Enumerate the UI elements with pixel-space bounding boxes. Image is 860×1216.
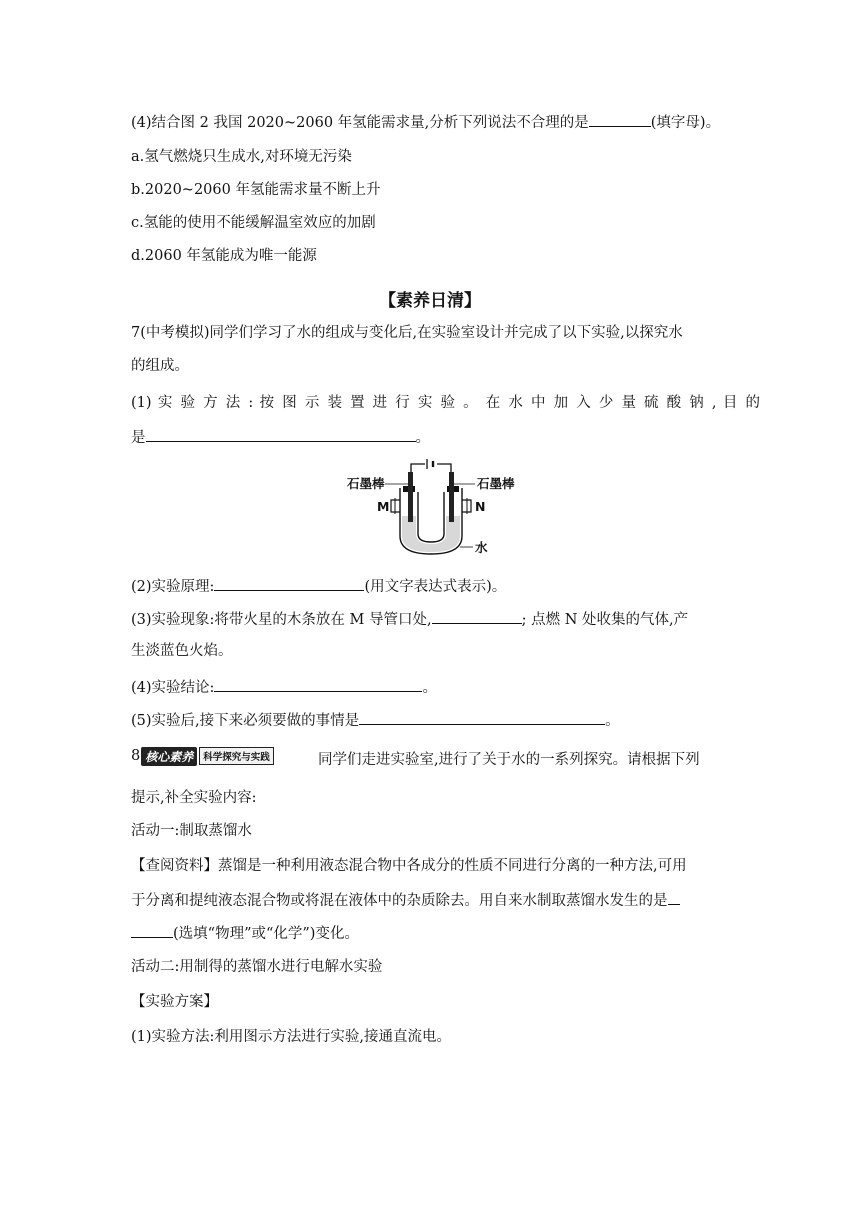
- right-electrode-label: 石墨棒: [477, 476, 515, 491]
- answer-blank-q8-part1[interactable]: [668, 889, 680, 905]
- q8-research-line2: 于分离和提纯液态混合物或将混在液体中的杂质除去。用自来水制取蒸馏水发生的是: [131, 889, 760, 911]
- q7-intro-line1: 7(中考模拟)同学们学习了水的组成与变化后,在实验室设计并完成了以下实验,以探究水: [131, 325, 683, 341]
- q6-4-option-a: a.氢气燃烧只生成水,对环境无污染: [131, 149, 352, 165]
- badge-core-literacy: 核心素养: [141, 747, 197, 766]
- q8-number: 8: [131, 748, 141, 764]
- q8-plan-1: (1)实验方法:利用图示方法进行实验,接通直流电。: [131, 1029, 452, 1045]
- q8-core-literacy-badge: [131, 747, 274, 765]
- answer-blank-q7-5[interactable]: [359, 709, 605, 725]
- right-graphite-rod: [449, 472, 454, 522]
- q8-plan-heading: 【实验方案】: [131, 994, 218, 1010]
- q8-activity1: 活动一:制取蒸馏水: [131, 823, 252, 839]
- left-electrode-label: 石墨棒: [347, 476, 385, 491]
- badge-science-inquiry: 科学探究与实践: [199, 747, 274, 765]
- q7-intro-line2: 的组成。: [131, 358, 189, 374]
- m-tube-label: M: [377, 499, 390, 514]
- left-graphite-rod: [408, 472, 413, 522]
- q7-part3-line1: (3)实验现象:将带火星的木条放在 M 导管口处, ; 点燃 N 处收集的气体,产: [131, 608, 760, 630]
- q7-part3-line2: 生淡蓝色火焰。: [131, 643, 233, 659]
- q8-research-line3: (选填“物理”或“化学”)变化。: [131, 922, 760, 944]
- answer-blank-q7-1[interactable]: [146, 426, 416, 442]
- water-label: 水: [475, 540, 488, 555]
- electrolysis-apparatus-diagram: [345, 458, 515, 560]
- q7-part4: (4)实验结论: 。: [131, 676, 760, 698]
- q7-part5: (5)实验后,接下来必须要做的事情是 。: [131, 709, 760, 731]
- q7-part1-line1: (1) 实 验 方 法 : 按 图 示 装 置 进 行 实 验 。 在 水 中 加 入 少 量 硫 酸 钠 , 目 的: [131, 395, 760, 411]
- q8-research-line1: 【查阅资料】蒸馏是一种利用液态混合物中各成分的性质不同进行分离的一种方法,可用: [131, 858, 687, 874]
- q6-4-stem: (4)结合图 2 我国 2020~2060 年氢能需求量,分析下列说法不合理的是 (填字母)。: [131, 111, 760, 133]
- q8-activity2: 活动二:用制得的蒸馏水进行电解水实验: [131, 959, 383, 975]
- q8-intro-line1: 同学们走进实验室,进行了关于水的一系列探究。请根据下列: [318, 752, 700, 768]
- answer-blank-q7-3[interactable]: [432, 608, 522, 624]
- answer-blank-q6-4[interactable]: [589, 111, 651, 127]
- answer-blank-q8-part2[interactable]: [131, 922, 173, 938]
- q6-4-option-b: b.2020~2060 年氢能需求量不断上升: [131, 182, 381, 198]
- answer-blank-q7-4[interactable]: [214, 676, 422, 692]
- q7-part2: (2)实验原理: (用文字表达式表示)。: [131, 575, 760, 597]
- n-tube-label: N: [475, 499, 486, 514]
- q6-4-option-c: c.氢能的使用不能缓解温室效应的加剧: [131, 215, 376, 231]
- q8-intro-line2: 提示,补全实验内容:: [131, 790, 257, 806]
- answer-blank-q7-2[interactable]: [214, 575, 364, 591]
- q6-4-option-d: d.2060 年氢能成为唯一能源: [131, 248, 317, 264]
- section-heading: 【素养日清】: [379, 291, 481, 311]
- q7-part1-line2: 是 。: [131, 426, 760, 448]
